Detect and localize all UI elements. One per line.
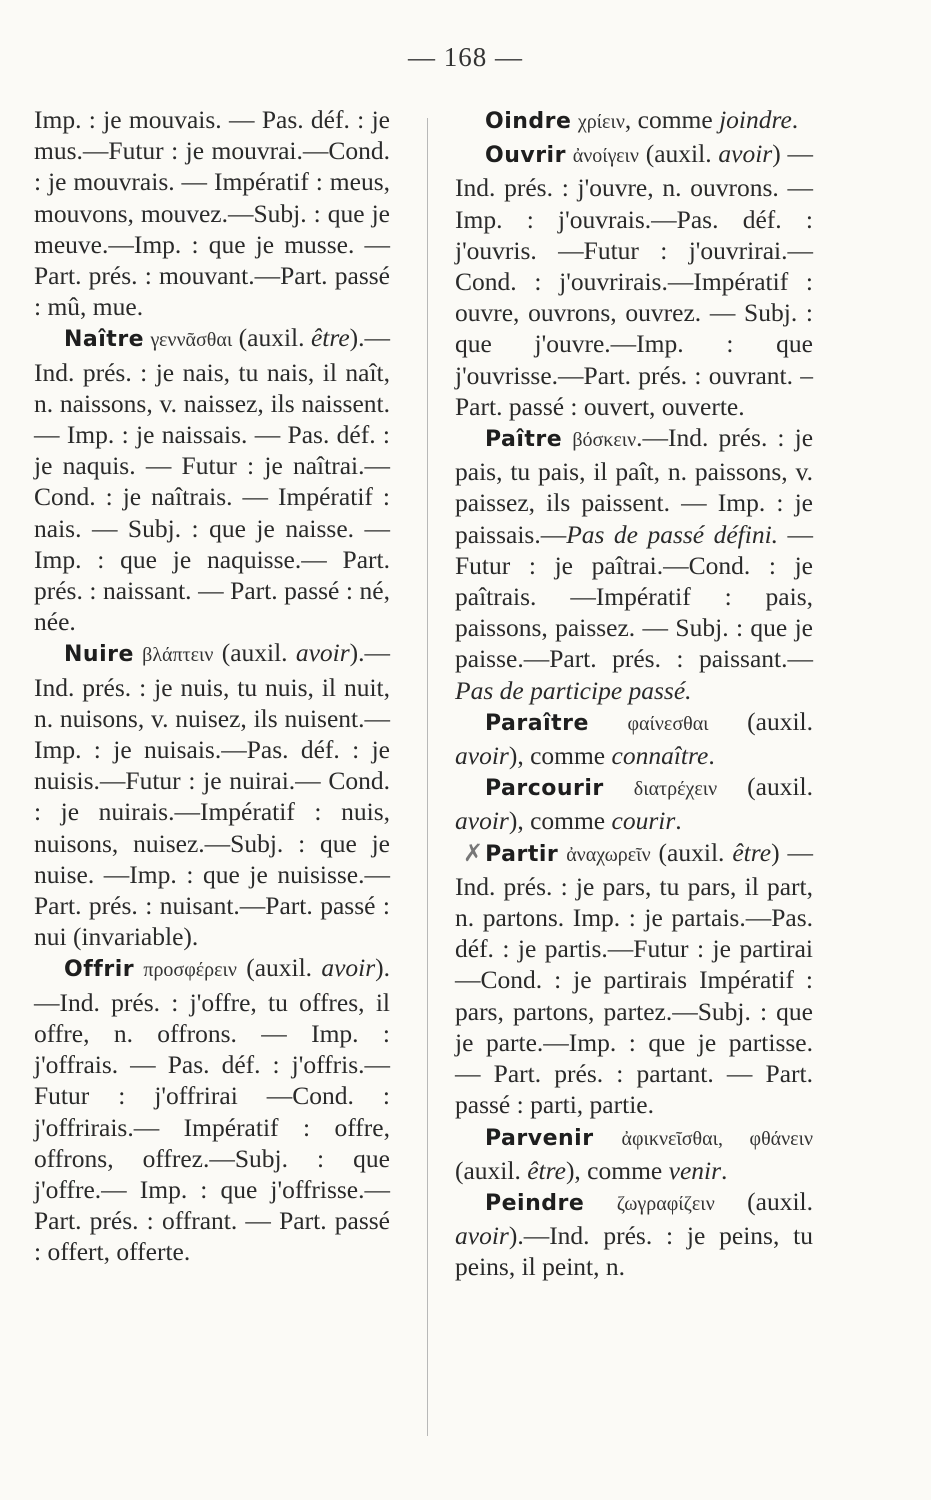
entry-offrir (34, 952, 390, 1267)
right-column (455, 104, 813, 1283)
entry-text: ), comme (508, 741, 612, 771)
entry-oindre (455, 104, 813, 138)
aux-word: être (310, 323, 350, 353)
usage-note: Pas de participe passé. (455, 675, 692, 705)
aux-word: avoir (455, 741, 509, 771)
aux-label: (auxil. (455, 1155, 528, 1185)
cross-reference: connaître (611, 741, 709, 771)
greek-gloss: φαίνεσθαι (627, 712, 709, 735)
entry-body: —Futur : je paîtrai.—Cond. : je paîtrais. —Impératif : pais, paissons, paissez. — Subj. : que je paisse.—Part. prés. : paissant.— (455, 519, 813, 674)
headword: Parcourir (485, 776, 604, 802)
headword: Offrir (64, 957, 135, 983)
entry-ouvrir (455, 138, 813, 422)
aux-label: (auxil. (236, 953, 322, 983)
aux-label: (auxil. (714, 1186, 813, 1216)
headword: Naître (64, 327, 145, 353)
aux-label: (auxil. (213, 638, 296, 668)
column-divider (427, 118, 428, 1436)
headword: Paraître (485, 710, 589, 736)
entry-end: . (791, 105, 799, 134)
aux-word: avoir (295, 638, 350, 668)
handwritten-cross-mark: ✗ (463, 838, 484, 867)
entry-text: ), comme (565, 1155, 669, 1185)
entry-text: ), comme (508, 806, 612, 836)
aux-word: être (527, 1155, 566, 1185)
aux-word: être (732, 837, 772, 867)
entry-body: ) —Ind. prés. : je pars, tu pars, il part, n. partons. Imp. : je partais.—Pas. déf. : je partis.—Futur : je partirai —Cond. : je partirais Impératif : pars, partons, partez.—Subj. : que je parte.—Imp. : que je partisse. — Part. prés. : partant. — Part. passé : parti, partie. (455, 837, 813, 1120)
continuation-text: Imp. : je mouvais. — Pas. déf. : je mus.—Futur : je mouvrai.—Cond. : je mouvrais. — Impératif : meus, mouvons, mouvez.—Subj. : que je meuve.—Imp. : que je musse. — Part. prés. : mouvant.—Part. passé : mû, mue. (34, 105, 390, 322)
usage-note: Pas de passé défini. (566, 519, 779, 549)
entry-partir (455, 837, 813, 1121)
aux-label: (auxil. (232, 323, 311, 353)
cross-reference: courir (611, 806, 676, 836)
headword: Peindre (485, 1190, 585, 1216)
greek-gloss: γεννᾶσθαι (150, 329, 233, 352)
left-column (34, 104, 390, 1268)
headword: Oindre (485, 109, 572, 134)
greek-gloss: βόσκειν (572, 429, 637, 452)
aux-word: avoir (455, 1221, 509, 1251)
headword: Parvenir (485, 1125, 594, 1151)
aux-label: (auxil. (717, 772, 813, 802)
greek-gloss: προσφέρειν (143, 959, 237, 982)
greek-gloss: ἀφικνεῖσθαι, φθάνειν (621, 1127, 813, 1150)
entry-body: .—Ind. prés. : je pais, tu pais, il paît, n. paissons, v. paissez, ils paissent. — Imp. : je paissais.— (455, 423, 814, 549)
page-number: — 168 — (408, 42, 523, 72)
entry-body: ).—Ind. prés. : j'offre, tu offres, il offre, n. offrons. — Imp. : j'offrais. — Pas. déf. : j'offris.—Futur : j'offrirai —Cond. : j'offrirais.— Impératif : offre, offrons, offrez.—Subj. : que j'offre.— Imp. : que j'offrisse.—Part. prés. : offrant. — Part. passé : offert, offerte. (34, 953, 391, 1267)
entry-end: . (721, 1155, 728, 1185)
entry-text: , comme (624, 105, 720, 134)
greek-gloss: χρίειν (577, 111, 625, 133)
aux-label: (auxil. (638, 139, 719, 169)
entry-end: . (708, 741, 715, 771)
entry-body: ).—Ind. prés. : je peins, tu peins, il peint, n. (455, 1221, 813, 1282)
greek-gloss: διατρέχειν (633, 778, 718, 801)
aux-word: avoir (321, 953, 376, 983)
entry-body: ).—Ind. prés. : je nuis, tu nuis, il nuit, n. nuisons, v. nuisez, ils nuisent.—Imp. : je nuisais.—Pas. déf. : je nuisis.—Futur : je nuirai.— Cond. : je nuirais.—Impératif : nuis, nuisons, nuisez.—Subj. : que je nuise. —Imp. : que je nuisisse.— Part. prés. : nuisant.—Part. passé : nui (invariable). (34, 638, 391, 952)
headword: Paître (485, 427, 563, 453)
aux-label: (auxil. (708, 706, 813, 736)
greek-gloss: βλάπτειν (142, 644, 214, 667)
entry-paitre (455, 422, 813, 706)
entry-naitre (34, 322, 390, 637)
headword: Ouvrir (485, 143, 566, 169)
entry-end: . (675, 806, 682, 836)
entry-body: ) —Ind. prés. : j'ouvre, n. ouvrons. — Imp. : j'ouvrais.—Pas. déf. : j'ouvris. —Futur : j'ouvrirai.—Cond. : j'ouvrirais.—Impératif : ouvre, ouvrons, ouvrez. — Subj. : que j'ouvre.—Imp. : que j'ouvrisse.—Part. prés. : ouvrant. – Part. passé : ouvert, ouverte. (455, 139, 813, 421)
entry-paraitre (455, 706, 813, 771)
headword: Partir (485, 841, 559, 867)
entry-parvenir (455, 1121, 813, 1186)
aux-word: avoir (718, 139, 773, 169)
headword: Nuire (64, 642, 134, 668)
entry-nuire (34, 637, 390, 952)
cross-reference: joindre (719, 105, 792, 134)
greek-gloss: ἀναχωρεῖν (566, 843, 651, 866)
entry-peindre (455, 1186, 813, 1283)
entry-body: ).—Ind. prés. : je nais, tu nais, il naît, n. naissons, v. naissez, ils naissent.— Imp. : je naissais. — Pas. déf. : je naquis. — Futur : je naîtrai.—Cond. : je naîtrais. — Impératif : nais. — Subj. : que je naisse. — Imp. : que je naquisse.— Part. prés. : naissant. — Part. passé : né, née. (34, 323, 391, 637)
cross-reference: venir (668, 1155, 722, 1185)
greek-gloss: ζωγραφίζειν (616, 1192, 715, 1215)
aux-word: avoir (455, 806, 509, 836)
greek-gloss: ἀνοίγειν (572, 145, 639, 168)
aux-label: (auxil. (650, 837, 733, 867)
entry-parcourir (455, 771, 813, 836)
